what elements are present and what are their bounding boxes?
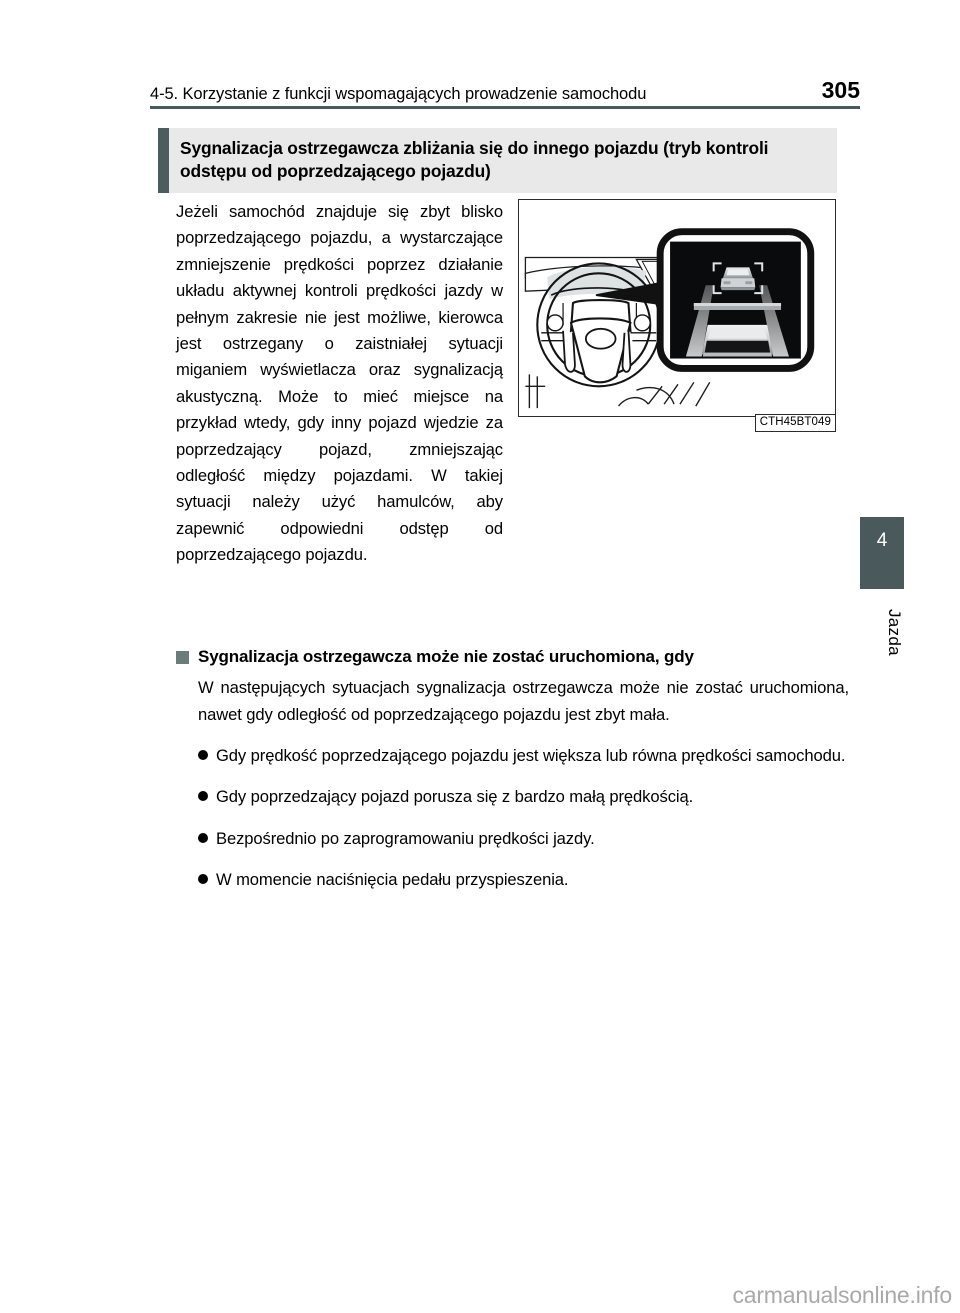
round-bullet-icon	[198, 750, 208, 760]
condition-list	[198, 743, 851, 893]
list-item	[198, 784, 851, 810]
subsection-heading	[176, 646, 851, 668]
page-header	[150, 68, 860, 102]
console-lines	[525, 374, 709, 408]
list-item-text: Gdy prędkość poprzedzającego pojazdu jest większa lub równa prędkości samochodu.	[216, 745, 846, 765]
intro-zone	[176, 199, 838, 639]
list-item	[198, 867, 851, 893]
list-item	[198, 826, 851, 852]
illustration-figure	[518, 199, 836, 428]
subsection-paragraph: W następujących sytuacjach sygnalizacja ostrzegawcza może nie zostać uruchomiona, nawet gdy odległość od poprzedzającego pojazdu jest zbyt mała.	[198, 678, 849, 724]
subsection	[176, 646, 851, 909]
page-number: 305	[821, 77, 860, 103]
chapter-tab-number: 4	[860, 517, 904, 589]
preceding-vehicle	[721, 267, 756, 290]
page-title: 4-5. Korzystanie z funkcji wspomagających prowadzenie samochodu	[150, 84, 647, 103]
header-divider	[150, 106, 860, 109]
list-item-text: Gdy poprzedzający pojazd porusza się z bardzo małą prędkością.	[216, 787, 694, 807]
round-bullet-icon	[198, 833, 208, 843]
list-item-text: W momencie naciśnięcia pedału przyspieszenia.	[216, 870, 569, 890]
round-bullet-icon	[198, 791, 208, 801]
square-bullet-icon	[176, 651, 189, 664]
multi-information-display	[670, 242, 801, 359]
section-title-marker	[158, 128, 169, 193]
subsection-heading-text: Sygnalizacja ostrzegawcza może nie zostać uruchomiona, gdy	[198, 647, 694, 666]
site-watermark: carmanualsonline.info	[732, 1282, 952, 1308]
list-item-text: Bezpośrednio po zaprogramowaniu prędkości jazdy.	[216, 828, 595, 848]
round-bullet-icon	[198, 874, 208, 884]
figure-code-label: CTH45BT049	[755, 414, 836, 432]
illustration-drawing	[519, 200, 835, 416]
chapter-tab	[860, 517, 904, 663]
section-title-band	[158, 128, 837, 193]
list-item	[198, 743, 851, 769]
intro-paragraph: Jeżeli samochód znajduje się zbyt blisko poprzedzającego pojazdu, a wystarczające zmniejszenie prędkości poprzez działanie układu aktywnej kontroli prędkości jazdy w pełnym zakresie nie jest możliwe, kierowca jest ostrzegany o zaistniałej sytuacji miganiem wyświetlacza oraz sygnalizacją akustyczną. Może to mieć miejsce na przykład wtedy, gdy inny pojazd wjedzie za poprzedzający pojazd, zmniejszając odległość między pojazdami. W takiej sytuacji należy użyć hamulców, aby zapewnić odpowiedni odstęp od poprzedzającego pojazdu.	[176, 202, 503, 565]
section-title-text: Sygnalizacja ostrzegawcza zbliżania się do innego pojazdu (tryb kontroli odstępu od poprzedzającego pojazdu)	[169, 128, 837, 193]
chapter-tab-label: Jazda	[885, 608, 904, 656]
own-vehicle	[702, 325, 773, 357]
